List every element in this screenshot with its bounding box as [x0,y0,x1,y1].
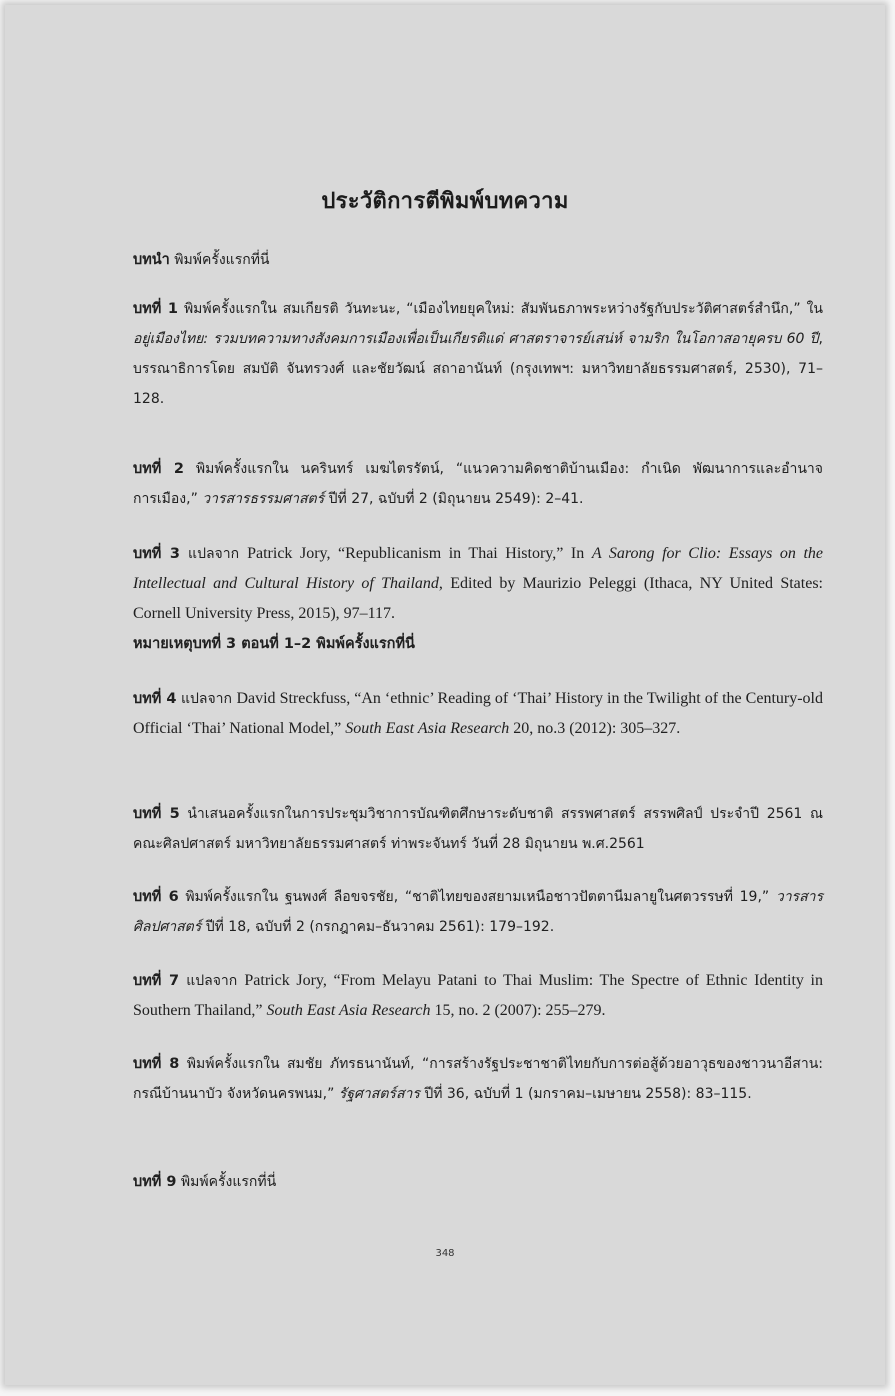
entry-chapter-7 [133,966,823,1026]
chapter-3-note: หมายเหตุบทที่ 3 ตอนที่ 1–2 พิมพ์ครั้งแรกที่นี่ [133,636,415,652]
entry-chapter-5 [133,799,823,859]
entry-label: บทที่ 4 [133,691,177,707]
entry-text-run: South East Asia Research [345,720,510,737]
entry-label: บทที่ 5 [133,806,180,822]
entry-text-run: South East Asia Research [266,1002,431,1019]
entry-chapter-4 [133,684,823,744]
entry-label: บทที่ 2 [133,461,184,477]
entry-chapter-2 [133,454,823,514]
entry-text-run: พิมพ์ครั้งแรกใน สมชัย ภัทรธนานันท์, “การสร้างรัฐประชาชาติไทยกับการต่อสู้ด้วยอาวุธของชาวนาอีสาน: กรณีบ้านนาบัว จังหวัดนครพนม,” [133,1056,823,1102]
entry-text-run: พิมพ์ครั้งแรกที่นี่ [169,252,270,268]
entry-text-run: พิมพ์ครั้งแรกใน สมเกียรติ วันทะนะ, “เมืองไทยยุคใหม่: สัมพันธภาพระหว่างรัฐกับประวัติศาสตร์สำนึก,” ใน [177,301,823,317]
entry-text-run: , บรรณาธิการโดย สมบัติ จันทรวงศ์ และชัยวัฒน์ สถาอานันท์ (กรุงเทพฯ: มหาวิทยาลัยธรรมศาสตร์, 2530), 71–128. [133,331,823,407]
entry-chapter-6 [133,882,823,942]
document-page [5,5,885,1385]
entry-label: บทนำ [133,252,170,268]
entry-label: บทที่ 3 [133,546,181,562]
entry-chapter-3 [133,539,823,659]
entry-text-run: 20, no.3 (2012): 305–327. [509,720,681,737]
entry-text-run: Patrick Jory, “Republicanism in Thai History,” In [247,545,592,562]
entry-chapter-9 [133,1167,823,1197]
entry-introduction [133,245,823,275]
entry-text-run: รัฐศาสตร์สาร [338,1086,420,1102]
entry-label: บทที่ 8 [133,1056,180,1072]
page-number: 348 [435,1248,455,1259]
entry-chapter-8 [133,1049,823,1109]
entry-text-run: วารสารศิลปศาสตร์ [133,889,823,935]
entry-text-run: วารสารธรรมศาสตร์ [202,491,325,507]
entry-text-run: ปีที่ 27, ฉบับที่ 2 (มิถุนายน 2549): 2–41. [324,491,584,507]
entry-text-run: , Edited by Maurizio Peleggi (Ithaca, NY United States: Cornell University Press, 2015), 97–117. [133,575,823,622]
entry-text-run: Patrick Jory, “From Melayu Patani to Thai Muslim: The Spectre of Ethnic Identity in Southern Thailand,” [133,972,823,1019]
entry-text-run: แปลจาก [179,973,245,989]
entry-text-run: 15, no. 2 (2007): 255–279. [430,1002,606,1019]
entry-text-run: นำเสนอครั้งแรกในการประชุมวิชาการบัณฑิตศึกษาระดับชาติ สรรพศาสตร์ สรรพศิลป์ ประจำปี 2561 ณ คณะศิลปศาสตร์ มหาวิทยาลัยธรรมศาสตร์ ท่าพระจันทร์ วันที่ 28 มิถุนายน พ.ศ.2561 [133,806,823,852]
entry-label: บทที่ 6 [133,889,179,905]
entry-text-run: แปลจาก [176,691,237,707]
entry-label: บทที่ 9 [133,1174,177,1190]
entry-label: บทที่ 1 [133,301,178,317]
entry-text-run: A Sarong for Clio: Essays on the Intellectual and Cultural History of Thailand [133,545,823,592]
entry-text-run: ปีที่ 36, ฉบับที่ 1 (มกราคม–เมษายน 2558): 83–115. [419,1086,752,1102]
entry-text-run: พิมพ์ครั้งแรกใน ฐนพงศ์ ลือขจรชัย, “ชาติไทยของสยามเหนือชาวปัตตานีมลายูในศตวรรษที่ 19,” [178,889,776,905]
entry-text-run: อยู่เมืองไทย: รวมบทความทางสังคมการเมืองเพื่อเป็นเกียรติแด่ ศาสตราจารย์เสน่ห์ จามริก ในโอกาสอายุครบ 60 ปี [133,331,819,347]
entry-text-run: ปีที่ 18, ฉบับที่ 2 (กรกฎาคม–ธันวาคม 2561): 179–192. [201,919,555,935]
entry-text-run: พิมพ์ครั้งแรกที่นี่ [176,1174,277,1190]
entry-chapter-1 [133,294,823,414]
entry-text-run: David Streckfuss, “An ‘ethnic’ Reading of ‘Thai’ History in the Twilight of the Century-old Official ‘Thai’ National Model,” [133,690,823,737]
entry-text-run: แปลจาก [180,546,248,562]
entry-text-run: พิมพ์ครั้งแรกใน นครินทร์ เมฆไตรรัตน์, “แนวความคิดชาติบ้านเมือง: กำเนิด พัฒนาการและอำนาจการเมือง,” [133,461,823,507]
page-title: ประวัติการตีพิมพ์บทความ [321,189,569,214]
entry-label: บทที่ 7 [133,973,180,989]
